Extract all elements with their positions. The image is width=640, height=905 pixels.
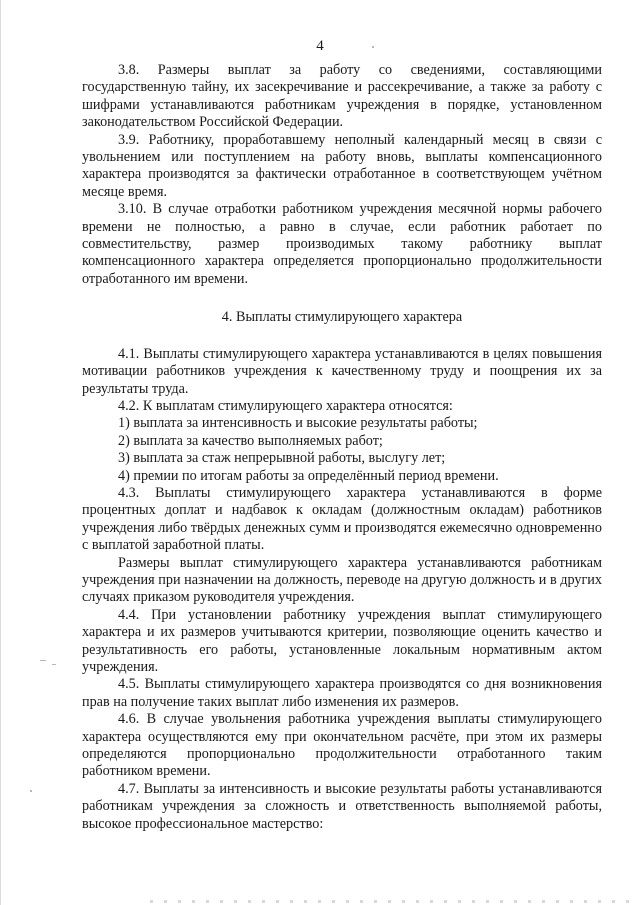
list-item: 4) премии по итогам работы за определённый период времени. — [118, 467, 499, 484]
list-item: 3) выплата за стаж непрерывной работы, выслугу лет; — [118, 450, 446, 467]
paragraph-4-3: 4.3. Выплаты стимулирующего характера устанавливаются в форме процентных доплат и надбавок к окладам (должностным окладам) работников учреждения либо твёрдых денежных сумм и производятся ежемесячно одновременно с выплатой заработной платы. — [82, 484, 602, 554]
scan-mark — [52, 664, 56, 665]
list-item: 2) выплата за качество выполняемых работ; — [118, 432, 383, 449]
scan-noise — [150, 900, 630, 903]
scan-mark — [30, 790, 32, 792]
paragraph-4-7: 4.7. Выплаты за интенсивность и высокие результаты работы устанавливаются работникам учреждения за сложность и ответственность выполняемой работы, высокое профессиональное мастерство: — [82, 780, 602, 832]
paragraph-4-4: 4.4. При установлении работнику учреждения выплат стимулирующего характера и их размеров учитываются критерии, позволяющие оценить качество и результативность его работы, установленные локальным нормативным актом учреждения. — [82, 606, 602, 675]
paragraph-3-9: 3.9. Работнику, проработавшему неполный календарный месяц в связи с увольнением или поступлением на работу вновь, выплаты компенсационного характера производятся за фактически отработанное в соответствующем учётном месяце время. — [82, 131, 602, 200]
paragraph-4-6: 4.6. В случае увольнения работника учреждения выплаты стимулирующего характера осуществляются ему при окончательном расчёте, при этом их размеры определяются пропорционально продолжительности отработанного таким работником времени. — [82, 711, 602, 780]
paragraph-3-10: 3.10. В случае отработки работником учреждения месячной нормы рабочего времени не полностью, а равно в случае, если работник работает по совместительству, размер производимых такому работнику выплат компенсационного характера определяется пропорционально продолжительности отработанного им времени. — [82, 201, 602, 287]
paragraph-3-8: 3.8. Размеры выплат за работу со сведениями, составляющими государственную тайну, их засекречивание и рассекречивание, а также за работу с шифрами устанавливаются работникам учреждения в порядке, установленном законодательством Российской Федерации. — [82, 62, 602, 131]
scan-mark — [40, 660, 46, 661]
scan-edge — [0, 0, 1, 905]
paragraph-4-5: 4.5. Выплаты стимулирующего характера производятся со дня возникновения прав на получение таких выплат либо изменения их размеров. — [82, 676, 602, 710]
page-number: 4 — [316, 38, 324, 54]
list-item: 1) выплата за интенсивность и высокие результаты работы; — [118, 415, 478, 432]
paragraph-4-1: 4.1. Выплаты стимулирующего характера устанавливаются в целях повышения мотивации работников учреждения к качественному труду и поощрения их за результаты труда. — [82, 345, 602, 397]
document-body — [82, 62, 602, 833]
section-heading: 4. Выплаты стимулирующего характера — [221, 309, 463, 326]
paragraph-4-2: 4.2. К выплатам стимулирующего характера относятся: — [118, 397, 453, 414]
paragraph-4-3-cont: Размеры выплат стимулирующего характера устанавливаются работникам учреждения при назначении на должность, переводе на другую должность и в других случаях приказом руководителя учреждения. — [82, 554, 602, 606]
